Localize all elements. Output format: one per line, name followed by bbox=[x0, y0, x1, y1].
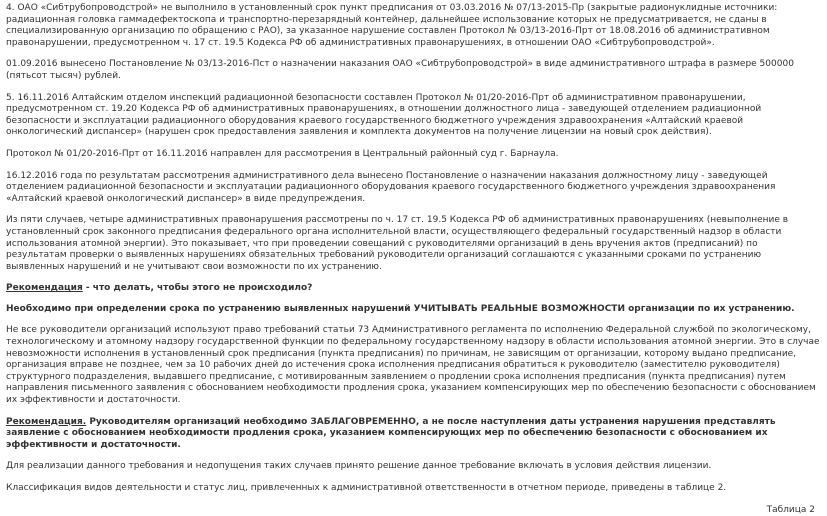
paragraph-item-4: 4. ОАО «Сибтрубопроводстрой» не выполнило в установленный срок пункт предписания от 03.03.2016 № 07/13-2015-Пр (закрытые радионуклидные источники: радиационная головка гаммадефектоскопа и транспортно-перезарядный контейнер, дальнейшее использование которых не предусматривается, не сданы в специализированную организацию по обращению с РАО), за указанное нарушение составлен Протокол № 03/13-2016-Прт от 18.08.2016 об административном правонарушении, предусмотренном ч. 17 ст. 19.5 Кодекса РФ об административных правонарушениях, в отношении ОАО «Сибтрубопроводстрой». bbox=[6, 3, 778, 48]
paragraph-summary: Из пяти случаев, четыре административных правонарушения рассмотрены по ч. 17 ст. 19.5 Кодекса РФ об административных правонарушениях (невыполнение в установленный срок законного предписания федерального органа исполнительной власти, осуществляющего федеральный государственный надзор в области использования атомной энергии). Это показывает, что при проведении совещаний с руководителями организаций в день вручения актов (предписаний) по результатам проверки о выявленных нарушениях обязательных требований руководители организаций соглашаются с указанными сроками по устранению выявленных нарушений и не учитывают свои возможности по их устранению. bbox=[6, 215, 789, 272]
paragraph-fine-resolution: 01.09.2016 вынесено Постановление № 03/13-2016-Пст о назначении наказания ОАО «Сибтрубопроводстрой» в виде административного штрафа в размере 500000 (пятьсот тысяч) рублей. bbox=[6, 59, 794, 81]
recommendation-advance bbox=[6, 417, 820, 452]
paragraph-classification: Классификация видов деятельности и статус лиц, привлеченных к административной ответственности в отчетном периоде, приведены в таблице 2. bbox=[6, 483, 727, 493]
recommendation-question bbox=[6, 283, 820, 295]
paragraph-protocol-court: Протокол № 01/20-2016-Прт от 16.11.2016 направлен для рассмотрения в Центральный районный суд г. Барнаула. bbox=[6, 148, 559, 159]
answer-part-a: Необходимо при определении срока по устранению выявленных нарушений bbox=[6, 303, 414, 314]
recommendation-label-2: Рекомендация. bbox=[6, 416, 87, 427]
recommendation-label: Рекомендация bbox=[6, 283, 83, 294]
paragraph-regulation-73: Не все руководители организаций используют право требований статьи 73 Административного регламента по исполнению Федеральной службой по экологическому, технологическому и атомному надзору государственной функции по федеральному государственному надзору в области использования атомной энергии. Это в случае невозможности исполнения в установленный срок предписания (пункта предписания) по причинам, не зависящим от организации, которому выдано предписание, организация вправе не позднее, чем за 10 рабочих дней до истечения срока исполнения предписания обратиться к руководителю (заместителю руководителя) структурного подразделения, выдавшего предписание, с мотивированным заявлением о продлении срока исполнения предписания (пункта предписания) путем направления письменного заявления с обоснованием необходимости продления срока, указанием компенсирующих мер по обеспечению безопасности с обоснованием их эффективности и достаточности. bbox=[6, 325, 820, 406]
recommendation-answer bbox=[6, 304, 820, 316]
recommendation-question-text: - что делать, чтобы этого не происходило? bbox=[82, 283, 313, 294]
paragraph-item-5: 5. 16.11.2016 Алтайским отделом инспекций радиационной безопасности составлен Протокол № 01/20-2016-Прт об административном правонарушении, предусмотренном ст. 19.20 Кодекса РФ об административных правонарушениях, в отношении должностного лица - заведующей отделением радиационной безопасности и эксплуатации радиационного оборудования краевого государственного бюджетного учреждения здравоохранения «Алтайский краевой онкологический диспансер» (нарушен срок предоставления заявления и комплекта документов на получение лицензии на новый срок действия). bbox=[6, 92, 762, 138]
answer-emphasis: УЧИТЫВАТЬ РЕАЛЬНЫЕ ВОЗМОЖНОСТИ bbox=[413, 303, 625, 314]
answer-part-c: организации по их устранению. bbox=[624, 303, 795, 314]
recommendation-advance-text: Руководителям организаций необходимо ЗАБЛАГОВРЕМЕННО, а не после наступления даты устранения нарушения представлять заявление с обоснованием необходимости продления срока, указанием компенсирующих мер по обеспечению безопасности с обоснованием их эффективности и достаточности. bbox=[6, 416, 776, 450]
table-caption: Таблица 2 bbox=[766, 504, 815, 515]
paragraph-warning-resolution: 16.12.2016 года по результатам рассмотрения административного дела вынесено Постановление о назначении наказания должностному лицу - заведующей отделением радиационной безопасности и эксплуатации радиационного оборудования краевого государственного бюджетного учреждения здравоохранения «Алтайский краевой онкологический диспансер» в виде предупреждения. bbox=[6, 170, 776, 204]
paragraph-license-conditions: Для реализации данного требования и недопущения таких случаев принято решение данное требование включать в условия действия лицензии. bbox=[6, 461, 712, 472]
